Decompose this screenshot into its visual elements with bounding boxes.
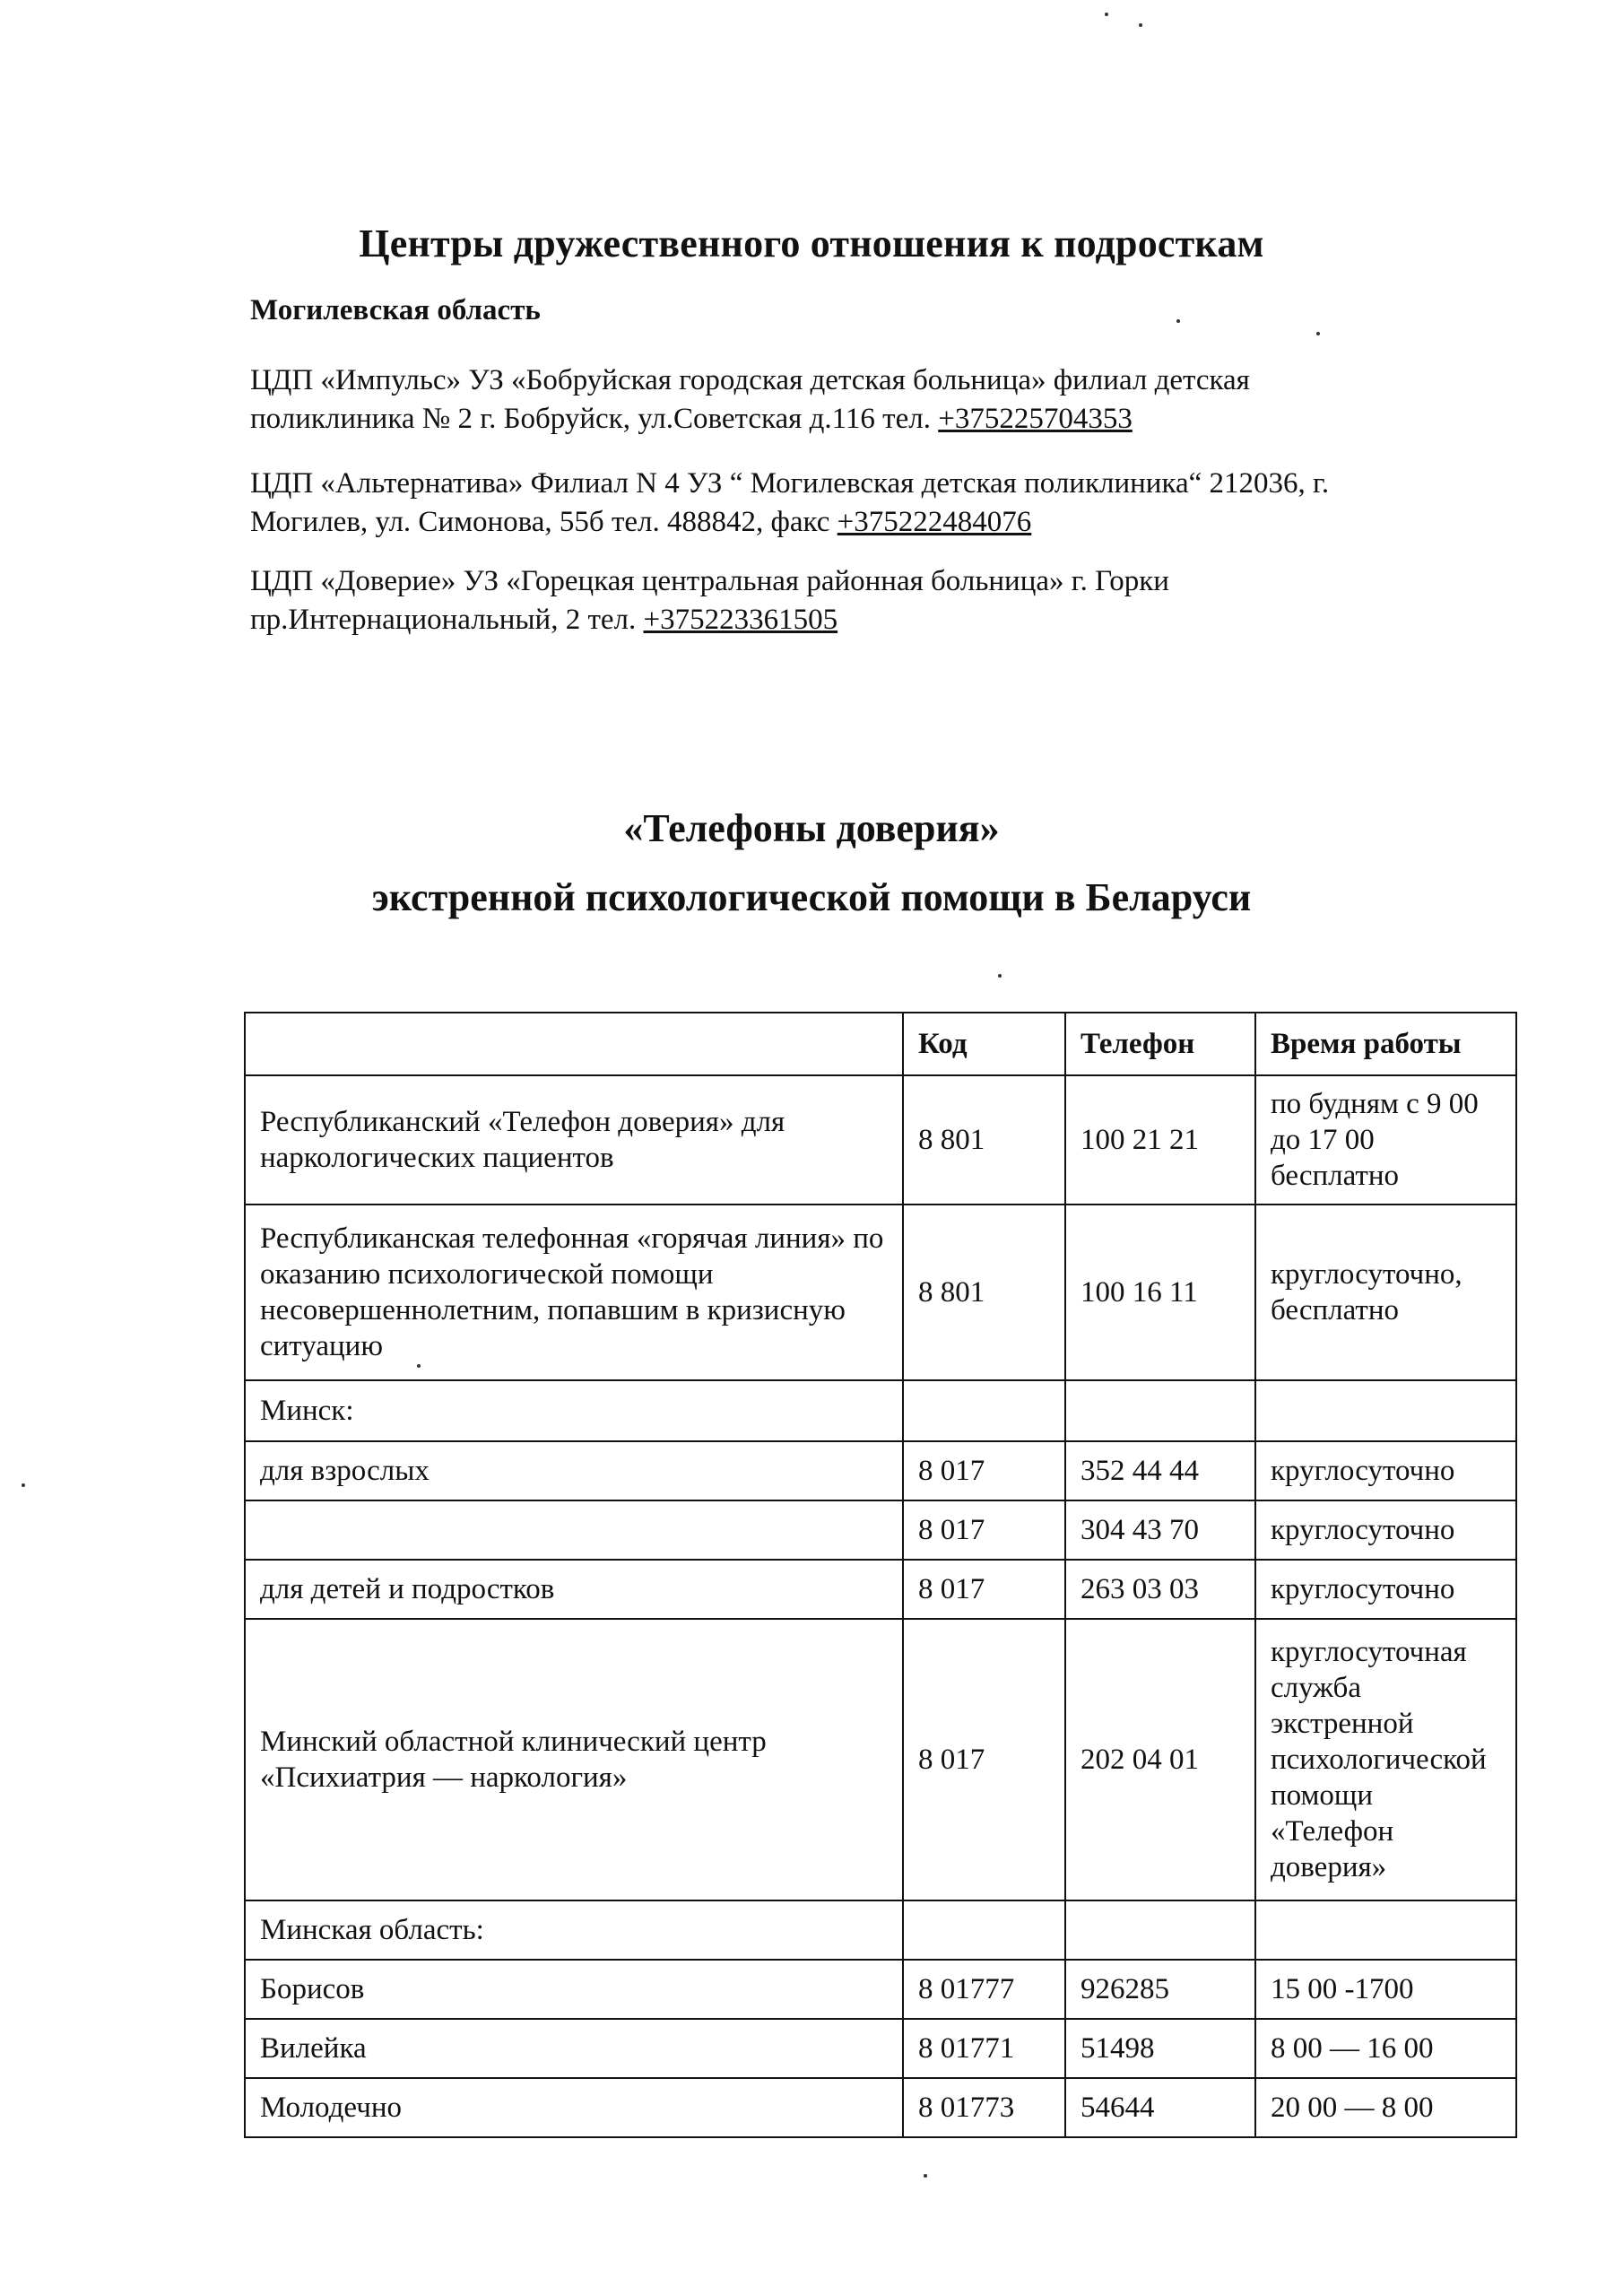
cell-phone: 54644 [1065, 2078, 1255, 2137]
cell-code [903, 1900, 1065, 1960]
table-body [245, 1075, 1516, 2137]
cell-code: 8 801 [903, 1075, 1065, 1205]
cell-code: 8 017 [903, 1619, 1065, 1900]
cell-name: Республиканский «Телефон доверия» для наркологических пациентов [245, 1075, 903, 1205]
cell-hours: 15 00 -1700 [1255, 1960, 1516, 2019]
center-entry-2 [250, 465, 1488, 542]
cell-name: Минский областной клинический центр «Психиатрия — наркология» [245, 1619, 903, 1900]
scan-speck [998, 974, 1002, 978]
cell-hours: 20 00 — 8 00 [1255, 2078, 1516, 2137]
table-row [245, 1441, 1516, 1500]
cell-code [903, 1380, 1065, 1441]
page-title: Центры дружественного отношения к подросткам [359, 222, 1264, 265]
cell-phone: 263 03 03 [1065, 1560, 1255, 1619]
column-header-phone: Телефон [1065, 1013, 1255, 1075]
table-row [245, 1075, 1516, 1205]
scan-speck [1176, 319, 1180, 323]
table-row [245, 2078, 1516, 2137]
cell-code: 8 017 [903, 1500, 1065, 1560]
cell-name: для детей и подростков [245, 1560, 903, 1619]
cell-code: 8 01773 [903, 2078, 1065, 2137]
cell-hours: по будням с 9 00 до 17 00 бесплатно [1255, 1075, 1516, 1205]
table-row [245, 1500, 1516, 1560]
center-entry-line: ЦДП «Доверие» УЗ «Горецкая центральная районная больница» г. Горки [250, 565, 1169, 597]
table-row [245, 1560, 1516, 1619]
hotline-title: «Телефоны доверия» [623, 806, 1000, 850]
cell-phone: 352 44 44 [1065, 1441, 1255, 1500]
column-header-code: Код [903, 1013, 1065, 1075]
phone-link[interactable]: +375222484076 [837, 506, 1032, 538]
hotline-subtitle: экстренной психологической помощи в Беларуси [371, 875, 1252, 919]
table-row [245, 2019, 1516, 2078]
cell-hours: круглосуточно [1255, 1500, 1516, 1560]
scan-speck [22, 1483, 25, 1487]
center-entry-line: поликлиника № 2 г. Бобруйск, ул.Советская д.116 тел. [250, 403, 939, 435]
table-row [245, 1205, 1516, 1380]
cell-code: 8 017 [903, 1560, 1065, 1619]
cell-name: Борисов [245, 1960, 903, 2019]
cell-phone: 304 43 70 [1065, 1500, 1255, 1560]
center-entry-1 [250, 361, 1488, 439]
cell-name: Вилейка [245, 2019, 903, 2078]
cell-phone: 202 04 01 [1065, 1619, 1255, 1900]
scan-speck [417, 1364, 421, 1368]
cell-name [245, 1500, 903, 1560]
cell-name: для взрослых [245, 1441, 903, 1500]
cell-phone [1065, 1380, 1255, 1441]
scan-speck [924, 2174, 927, 2178]
cell-name: Минск: [245, 1380, 903, 1441]
phone-link[interactable]: +375225704353 [938, 403, 1133, 435]
cell-name: Минская область: [245, 1900, 903, 1960]
table-row [245, 1900, 1516, 1960]
table-row [245, 1960, 1516, 2019]
column-header-hours: Время работы [1255, 1013, 1516, 1075]
cell-phone: 51498 [1065, 2019, 1255, 2078]
center-entry-line: ЦДП «Импульс» УЗ «Бобруйская городская детская больница» филиал детская [250, 364, 1250, 396]
table-row [245, 1619, 1516, 1900]
cell-name: Республиканская телефонная «горячая линия» по оказанию психологической помощи несовершеннолетним, попавшим в кризисную ситуацию [245, 1205, 903, 1380]
cell-hours: круглосуточно, бесплатно [1255, 1205, 1516, 1380]
center-entry-line: пр.Интернациональный, 2 тел. [250, 604, 644, 636]
center-entry-line: Могилев, ул. Симонова, 55б тел. 488842, факс [250, 506, 838, 538]
cell-phone: 100 21 21 [1065, 1075, 1255, 1205]
cell-hours [1255, 1380, 1516, 1441]
cell-code: 8 017 [903, 1441, 1065, 1500]
cell-phone [1065, 1900, 1255, 1960]
cell-hours: круглосуточная служба экстренной психологической помощи «Телефон доверия» [1255, 1619, 1516, 1900]
region-heading: Могилевская область [250, 294, 541, 326]
scan-speck [1316, 332, 1320, 335]
table-row [245, 1380, 1516, 1441]
cell-hours [1255, 1900, 1516, 1960]
table-header-row [245, 1013, 1516, 1075]
hotline-table [244, 1012, 1517, 2138]
center-entry-line: ЦДП «Альтернатива» Филиал N 4 УЗ “ Могилевская детская поликлиника“ 212036, г. [250, 467, 1330, 500]
cell-hours: круглосуточно [1255, 1441, 1516, 1500]
cell-phone: 100 16 11 [1065, 1205, 1255, 1380]
scan-speck [1139, 23, 1142, 27]
center-entry-3 [250, 562, 1488, 639]
scan-speck [1105, 13, 1108, 16]
column-header-name [245, 1013, 903, 1075]
cell-name: Молодечно [245, 2078, 903, 2137]
phone-link[interactable]: +375223361505 [643, 604, 838, 636]
cell-code: 8 01771 [903, 2019, 1065, 2078]
cell-hours: 8 00 — 16 00 [1255, 2019, 1516, 2078]
cell-code: 8 01777 [903, 1960, 1065, 2019]
cell-phone: 926285 [1065, 1960, 1255, 2019]
cell-code: 8 801 [903, 1205, 1065, 1380]
cell-hours: круглосуточно [1255, 1560, 1516, 1619]
